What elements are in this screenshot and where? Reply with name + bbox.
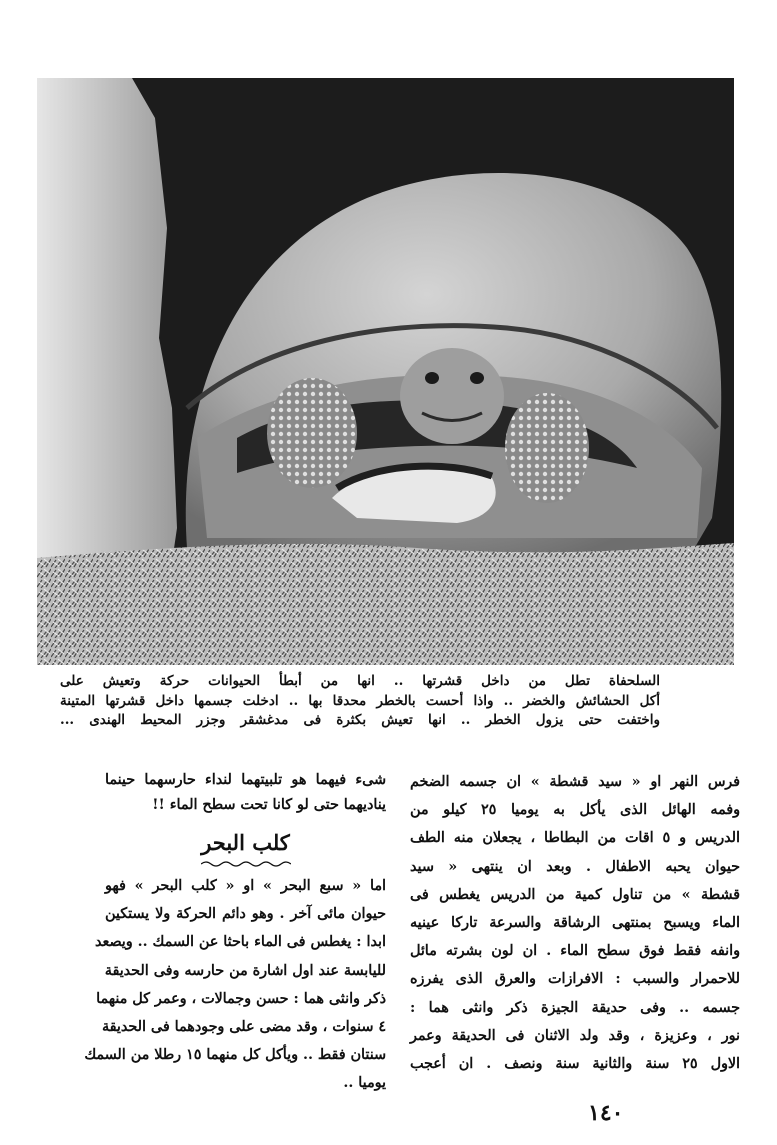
caption-line: أكل الحشائش والخضر .. واذا أحست بالخطر محدقا بها .. ادخلت جسمها داخل قشرتها المتينة	[60, 692, 660, 709]
body-line: وفمه الهائل الذى يأكل به يوميا ٢٥ كيلو من	[410, 802, 740, 819]
body-line: ٤ سنوات ، وقد مضى على وجودهما فى الحديقة	[102, 1019, 386, 1036]
caption-line: السلحفاة تطل من داخل قشرتها .. انها من أبطأ الحيوانات حركة وتعيش على	[60, 673, 660, 689]
body-line: يناديهما حتى لو كانا تحت سطح الماء !!	[152, 797, 386, 813]
body-line: الاول ٢٥ سنة والثانية سنة ونصف . ان أعجب	[410, 1056, 740, 1073]
body-line: للاحمرار والسبب : الافرازات والعرق الذى يفرزه	[410, 971, 740, 988]
body-line: جسمه .. وفى حديقة الجيزة ذكر وانثى هما :	[410, 999, 740, 1016]
caption-line: واختفت حتى يزول الخطر .. انها تعيش بكثرة فى مدغشقر وجزر المحيط الهندى ...	[60, 712, 660, 728]
body-line: ذكر وانثى هما : حسن وجمالات ، وعمر كل منهما	[96, 990, 386, 1007]
body-line: حيوان يحبه الاطفال . وبعد ان ينتهى « سيد	[410, 858, 740, 875]
body-line: فرس النهر او « سيد قشطة » ان جسمه الضخم	[410, 774, 740, 790]
body-line: الماء ويسبح بمنتهى الرشاقة والسرعة تاركا عينيه	[410, 915, 740, 932]
body-line: نور ، وعزيزة ، وقد ولد الاثنان فى الحديقة وعمر	[410, 1027, 740, 1044]
body-line: شىء فيهما هو تلبيتهما لنداء حارسهما حينما	[105, 772, 386, 788]
tortoise-photo	[37, 78, 734, 665]
page-number: ١٤٠	[588, 1100, 624, 1126]
section-heading: كلب البحر	[201, 830, 290, 855]
tortoise-photo-icon	[37, 78, 734, 665]
body-line: سنتان فقط .. ويأكل كل منهما ١٥ رطلا من السمك	[84, 1047, 386, 1064]
body-line: الدريس و ٥ اقات من البطاطا ، يجعلان منه الطف	[410, 830, 740, 847]
body-line: ابدا : يغطس فى الماء باحثا عن السمك .. ويصعد	[94, 934, 386, 951]
wavy-underline-icon	[201, 860, 291, 868]
body-line: وانفه فقط فوق سطح الماء . ان لون بشرته مائل	[410, 943, 740, 960]
left-column	[84, 768, 386, 1098]
body-line: يوميا ..	[343, 1075, 386, 1092]
right-column	[410, 768, 740, 1078]
body-line: اما « سبع البحر » او « كلب البحر » فهو	[105, 878, 386, 894]
body-line: حيوان مائى آخر . وهو دائم الحركة ولا يستكين	[105, 906, 386, 923]
photo-caption	[60, 672, 660, 731]
body-line: لليابسة عند اول اشارة من حارسه وفى الحديقة	[104, 962, 386, 979]
body-line: قشطة » من تناول كمية من الدريس يغطس فى	[410, 886, 740, 903]
